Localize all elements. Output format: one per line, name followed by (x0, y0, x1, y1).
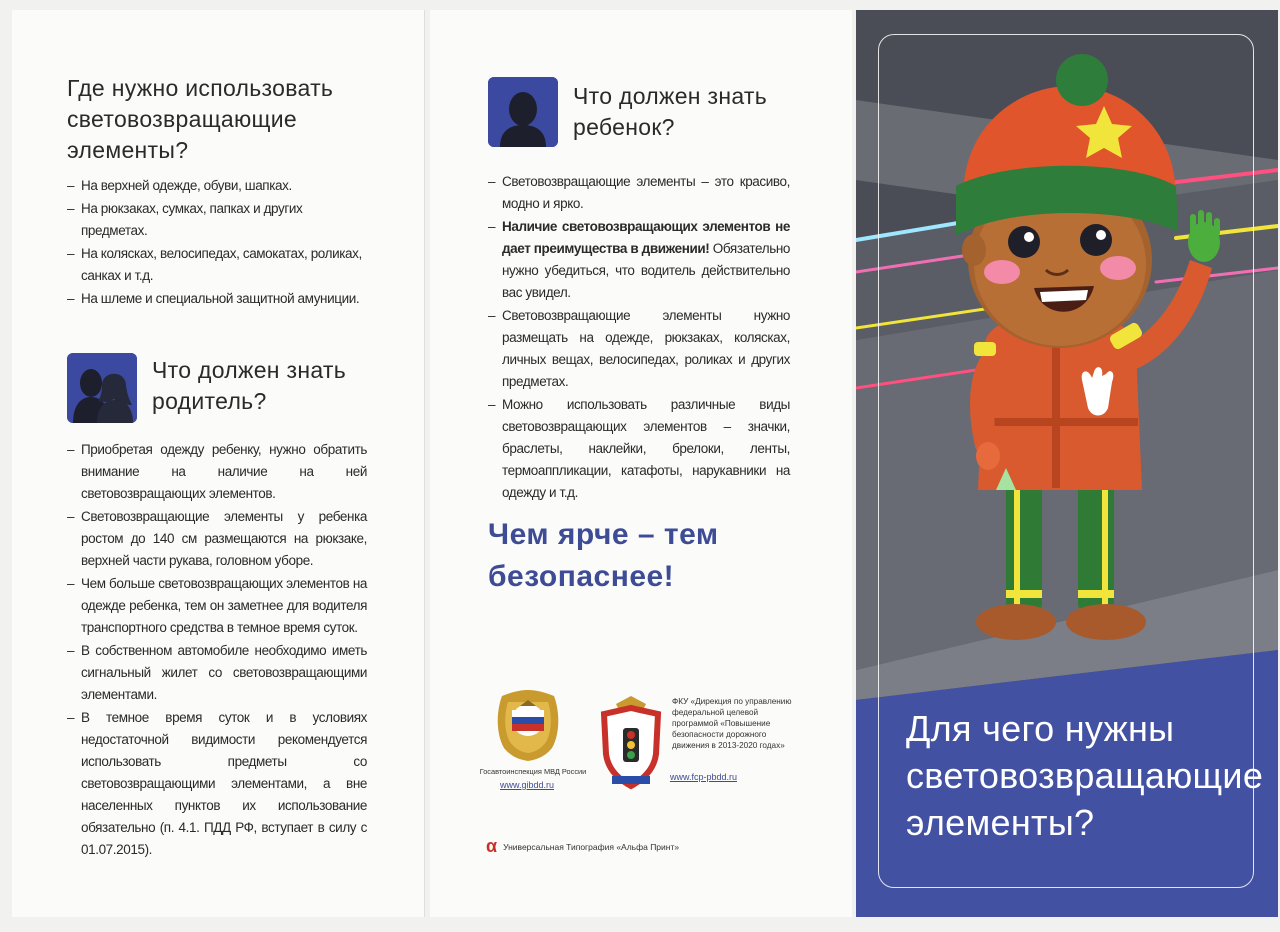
slogan-line: безопаснее! (488, 560, 675, 593)
list-item: – На колясках, велосипедах, самокатах, роликах, санках и т.д. (67, 243, 370, 287)
slogan-line: Чем ярче – тем (488, 518, 719, 551)
heading-line: Где нужно использовать (67, 75, 334, 101)
title-line: Для чего нужны (906, 708, 1175, 749)
caption-line: программой «Повышение (672, 719, 771, 728)
fcp-emblem (598, 694, 664, 790)
heading-line: световозвращающие (67, 106, 298, 132)
list-item: – Световозвращающие элементы у ребенка ростом до 140 см размещаются на рюкзаке, верхней части рукава, головном уборе. (67, 506, 367, 572)
heading-parent (152, 355, 346, 417)
printer-line (486, 836, 679, 857)
left-panel (12, 10, 425, 917)
list-item: – Чем больше световозвращающих элементов на одежде ребенка, тем он заметнее для водителя транспортного средства в темное время суток. (67, 573, 367, 639)
gibdd-caption: Госавтоинспекция МВД России (479, 767, 587, 776)
parent-list (67, 439, 367, 862)
fcp-caption (672, 696, 802, 751)
cover-title (906, 705, 1263, 846)
caption-line: ФКУ «Дирекция по управлению (672, 697, 792, 706)
item-text: Световозвращающие элементы – это красиво, модно и ярко. (502, 174, 790, 211)
cover-panel (856, 10, 1278, 917)
list-item: – На верхней одежде, обуви, шапках. (67, 175, 370, 197)
list-item: – В темное время суток и в условиях недостаточной видимости рекомендуется использовать предметы со световозвращающими элементами, а вне населенных пунктов их использование обязательно (п. 4.1. ПДД РФ, вступает в силу с 01.07.2015). (67, 707, 367, 861)
list-item: – Приобретая одежду ребенку, нужно обратить внимание на наличие на ней световозвращающих элементов. (67, 439, 367, 505)
slogan (488, 514, 719, 598)
title-line: элементы? (906, 802, 1095, 843)
alpha-logo: α (486, 836, 498, 856)
list-item: – В собственном автомобиле необходимо иметь сигнальный жилет со световозвращающими элементами. (67, 640, 367, 706)
places-list (67, 175, 370, 311)
gibdd-emblem (494, 686, 562, 762)
item-text: Обязательно нужно убедиться, что водитель действительно вас увидел. (502, 241, 790, 300)
caption-line: движения в 2013-2020 годах» (672, 741, 785, 750)
heading-line: родитель? (152, 388, 267, 414)
fcp-link[interactable]: www.fcp-pbdd.ru (670, 772, 738, 782)
heading-child (573, 81, 767, 143)
printer-name: Универсальная Типография «Альфа Принт» (503, 841, 680, 852)
child-list (488, 171, 790, 505)
item-text: Можно использовать различные виды световозвращающих элементов – значки, браслеты, наклейки, брелоки, ленты, термоаппликации, катафоты, нарукавники на одежду и т.д. (502, 397, 790, 500)
list-item (488, 171, 790, 215)
bold-text: Наличие световозвращающих элементов не дает преимущества в движении! (502, 219, 790, 256)
list-item: – На рюкзаках, сумках, папках и других предметах. (67, 198, 370, 242)
list-item (488, 216, 790, 304)
heading-line: Что должен знать (152, 357, 347, 383)
item-text: Световозвращающие элементы нужно размещать на одежде, рюкзаках, колясках, личных вещах, велосипедах, роликах и других предметах. (502, 308, 790, 389)
caption-line: федеральной целевой (672, 708, 759, 717)
parents-icon (67, 353, 137, 423)
heading-where-to-use (67, 73, 333, 166)
middle-panel (430, 10, 852, 917)
title-line: световозвращающие (906, 755, 1264, 796)
child-icon (488, 77, 558, 147)
list-item: – На шлеме и специальной защитной амуниции. (67, 288, 370, 310)
heading-line: элементы? (67, 137, 189, 163)
heading-line: Что должен знать (573, 83, 768, 109)
caption-line: безопасности дорожного (672, 730, 767, 739)
list-item (488, 394, 790, 504)
list-item (488, 305, 790, 393)
heading-line: ребенок? (573, 114, 675, 140)
gibdd-link[interactable]: www.gibdd.ru (500, 780, 555, 790)
